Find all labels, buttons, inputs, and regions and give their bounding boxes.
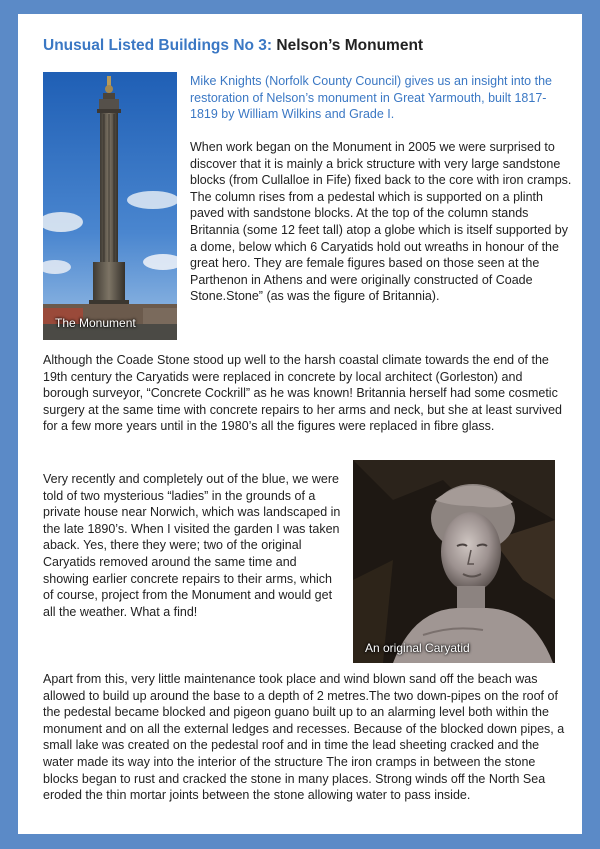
intro-paragraph: Mike Knights (Norfolk County Council) gives us an insight into the restoration of Nelson’s monument in Great Yarmouth, built 1817-1819 by William Wilkins and Grade I. [190,74,552,122]
monument-image [43,72,177,340]
caryatid-photo [353,460,555,663]
monument-photo [43,72,177,340]
title-prefix: Unusual Listed Buildings No 3: [43,37,273,54]
article-title [43,37,423,55]
monument-caption: The Monument [55,316,136,330]
title-main: Nelson’s Monument [276,37,424,54]
body-paragraph-2: Although the Coade Stone stood up well to the harsh coastal climate towards the end of the 19th century the Caryatids were replaced in concrete by local architect (Gorleston) and borough surveyor, “Concrete Cockrill” as he was known! Britannia herself had some cosmetic surgery at the same time with concrete repairs to her arms and neck, but she at least survived for a few more years until in the 1980’s all the figures were replaced in fibre glass. [43,353,562,434]
body-paragraph-4: Apart from this, very little maintenance took place and wind blown sand off the beach was allowed to build up around the base to a depth of 2 metres.The two down-pipes on the roof of the pedestal became blocked and pigeon guano built up to an alarming level both within the monument and on all the external ledges and recesses. Because of the blocked down pipes, a small lake was created on the pedestal roof and in time the lead sheeting cracked and the water made its way into the interior of the structure The iron cramps in between the stone blocks began to rust and cracked the stone in many places. Strong winds off the North Sea eroded the thin mortar joints between the stone allowing water to pass inside. [43,672,565,803]
caryatid-image [353,460,555,663]
caryatid-caption: An original Caryatid [365,641,470,655]
body-paragraph-1: When work began on the Monument in 2005 we were surprised to discover that it is mainly a brick structure with very large sandstone blocks (from Cullalloe in Fife) fixed back to the core with iron cramps. The column rises from a pedestal which is supported on a plinth paved with sandstone blocks. At the top of the column stands Britannia (some 12 feet tall) atop a globe which is itself supported by a dome, below which 6 Caryatids hold out wreaths in honour of the great hero. They are female figures based on those seen at the Parthenon in Athens and were originally constructed of Coade Stone.Stone” (as was the figure of Britannia). [190,140,572,304]
body-paragraph-3: Very recently and completely out of the blue, we were told of two mysterious “ladies” in the grounds of a private house near Norwich, which was landscaped in the late 1890’s. When I visited the garden I was taken aback. Yes, there they were; two of the original Caryatids removed around the same time and showing earlier concrete repairs to their arms, which of course, project from the Monument and would get all the weather. What a find! [43,472,341,619]
